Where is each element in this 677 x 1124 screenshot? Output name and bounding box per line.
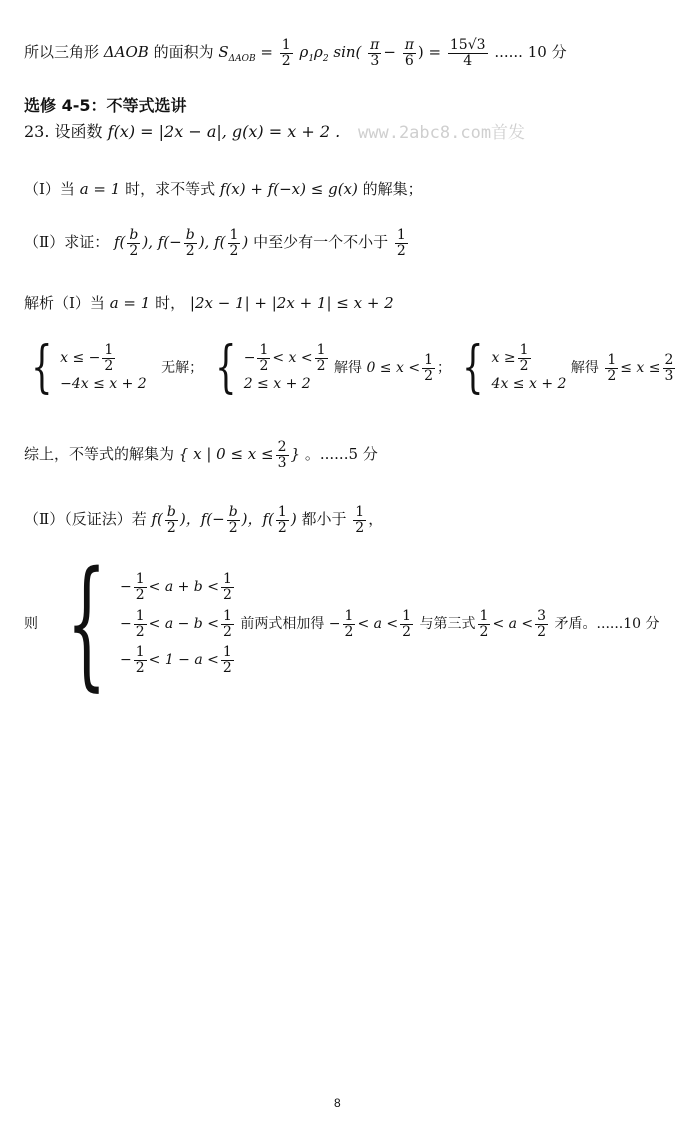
brace: { xyxy=(66,542,108,705)
math: $S_{\Delta AOB}$ = xyxy=(218,43,273,65)
text: （Ⅱ）求证： xyxy=(24,233,110,252)
math: 4x ≤ x + 2 xyxy=(491,375,567,392)
fraction: $\frac{1}{2}$ xyxy=(229,227,239,259)
contradiction-system xyxy=(24,542,660,705)
math: a = 1 xyxy=(79,180,121,198)
math: < a − b < xyxy=(148,616,219,632)
text: 前两式相加得 xyxy=(240,616,325,632)
area-result-line: 所以三角形 ΔAOB 的面积为 $S_{\Delta AOB}$ = $\frac{1}{2}$ $\rho_1\rho_2$ sin( $\frac{\pi}{3}$ − $\frac{\pi}{6}$ ) = $\frac{15√3}{4}$ ...... 10 分 xyxy=(24,37,567,69)
math: −4x ≤ x + 2 xyxy=(60,375,147,392)
page-number: 8 xyxy=(334,1096,341,1110)
text: （Ⅱ）（反证法）若 xyxy=(24,510,147,529)
system-2: − $\frac{1}{2}$ < x < $\frac{1}{2}$ 2 ≤ x + 2 xyxy=(244,343,330,392)
fraction: $\frac{15√3}{4}$ xyxy=(449,37,486,69)
section-title: 选修 4-5：不等式选讲 xyxy=(24,96,187,115)
part1 xyxy=(24,180,423,198)
text: 23. 设函数 xyxy=(24,122,103,141)
summary-line: 综上，不等式的解集为 { x | 0 ≤ x ≤ $\frac{2}{3}$ } 。......5 分 xyxy=(24,439,378,471)
math: < a + b < xyxy=(148,579,219,596)
text: 综上，不等式的解集为 xyxy=(24,445,175,464)
text: ...... xyxy=(494,43,523,62)
solution2-start: （Ⅱ）（反证法）若 f( $\frac{b}{2}$ )，f(− $\frac{b}{2}$ )，f( $\frac{1}{2}$ ) 都小于 $\frac{1}{2}$ ， xyxy=(24,504,384,536)
text: 10 分 xyxy=(527,43,567,62)
question-stem xyxy=(24,122,340,141)
fraction: $\frac{1}{2}$ xyxy=(396,227,406,259)
math: < x < xyxy=(272,350,313,367)
math: 0 ≤ x < xyxy=(366,360,421,376)
watermark: www.2abc8.com首发 xyxy=(358,123,526,143)
math: f(x) = |2x − a|, g(x) = x + 2 . xyxy=(107,122,341,141)
fraction: $\frac{1}{2}$ xyxy=(281,37,291,69)
text: （Ⅰ）当 xyxy=(24,180,75,198)
brace: { xyxy=(31,335,53,400)
brace: { xyxy=(214,335,237,400)
brace: { xyxy=(462,335,484,400)
math: f(x) + f(−x) ≤ g(x) xyxy=(219,180,358,198)
text: 无解； xyxy=(161,360,204,376)
math: ΔAOB xyxy=(103,43,149,62)
text: 矛盾。......10 分 xyxy=(554,616,660,632)
text: 所以三角形 xyxy=(24,43,100,62)
math: x ≥ xyxy=(491,350,516,367)
text: 与第三式 xyxy=(419,616,476,632)
math: < 1 − a < xyxy=(148,652,219,669)
math: { x | 0 ≤ x ≤ xyxy=(178,445,274,464)
case-systems: { x ≤ − $\frac{1}{2}$ −4x ≤ x + 2 无解； { − $\frac{1}{2}$ < x < $\frac{1}{2}$ 2 ≤ x + 2 解得 0 ≤ x < $\frac{1}{2}$ ； { x ≥ $\frac{1}{2}$ 4x ≤ x + 2 解得 $\frac{1}{2}$ ≤ x ≤ $\frac{2}{3}$ xyxy=(31,335,674,400)
text: 时， xyxy=(155,294,186,312)
math: $\rho_1\rho_2$ sin( xyxy=(299,43,362,65)
text: 的解集； xyxy=(362,180,423,198)
math: 2 ≤ x + 2 xyxy=(243,375,311,392)
text: 中至少有一个不小于 xyxy=(253,233,389,252)
math: f( xyxy=(113,233,126,252)
fraction: $\frac{\pi}{3}$ xyxy=(370,37,380,69)
system-4: − $\frac{1}{2}$ < a + b < $\frac{1}{2}$ − $\frac{1}{2}$ < a − b < $\frac{1}{2}$ 前两式相加得 − $\frac{1}{2}$ < a < $\frac{1}{2}$ 与第三式 $\frac{1}{2}$ < a < $\frac{3}{2}$ 矛盾。......10 分 − $\frac{1}{2}$ < 1 − a < $\frac{1}{2}$ xyxy=(119,571,660,676)
text: 解得 xyxy=(570,360,599,376)
math: x ≤ − xyxy=(60,350,101,367)
solution1-start xyxy=(24,294,394,312)
text: 则 xyxy=(24,616,38,632)
fraction: $\frac{b}{2}$ xyxy=(185,227,195,259)
text: 。......5 分 xyxy=(304,445,378,464)
text: 解得 xyxy=(334,360,362,376)
math: |2x − 1| + |2x + 1| ≤ x + 2 xyxy=(189,294,394,312)
text: 解析（Ⅰ）当 xyxy=(24,294,105,312)
fraction: $\frac{\pi}{6}$ xyxy=(404,37,414,69)
math: a = 1 xyxy=(109,294,151,312)
system-1: x ≤ − $\frac{1}{2}$ −4x ≤ x + 2 xyxy=(60,342,147,392)
part2: （Ⅱ）求证： f( $\frac{b}{2}$ ), f(− $\frac{b}{2}$ ), f( $\frac{1}{2}$ ) 中至少有一个不小于 $\frac{1}{2}$ xyxy=(24,227,406,259)
math: ≤ x ≤ xyxy=(620,360,661,376)
system-3: x ≥ $\frac{1}{2}$ 4x ≤ x + 2 xyxy=(491,342,567,392)
text: 都小于 xyxy=(301,510,347,529)
text: 的面积为 xyxy=(153,43,214,62)
text: 时，求不等式 xyxy=(125,180,216,198)
fraction: $\frac{b}{2}$ xyxy=(129,227,139,259)
